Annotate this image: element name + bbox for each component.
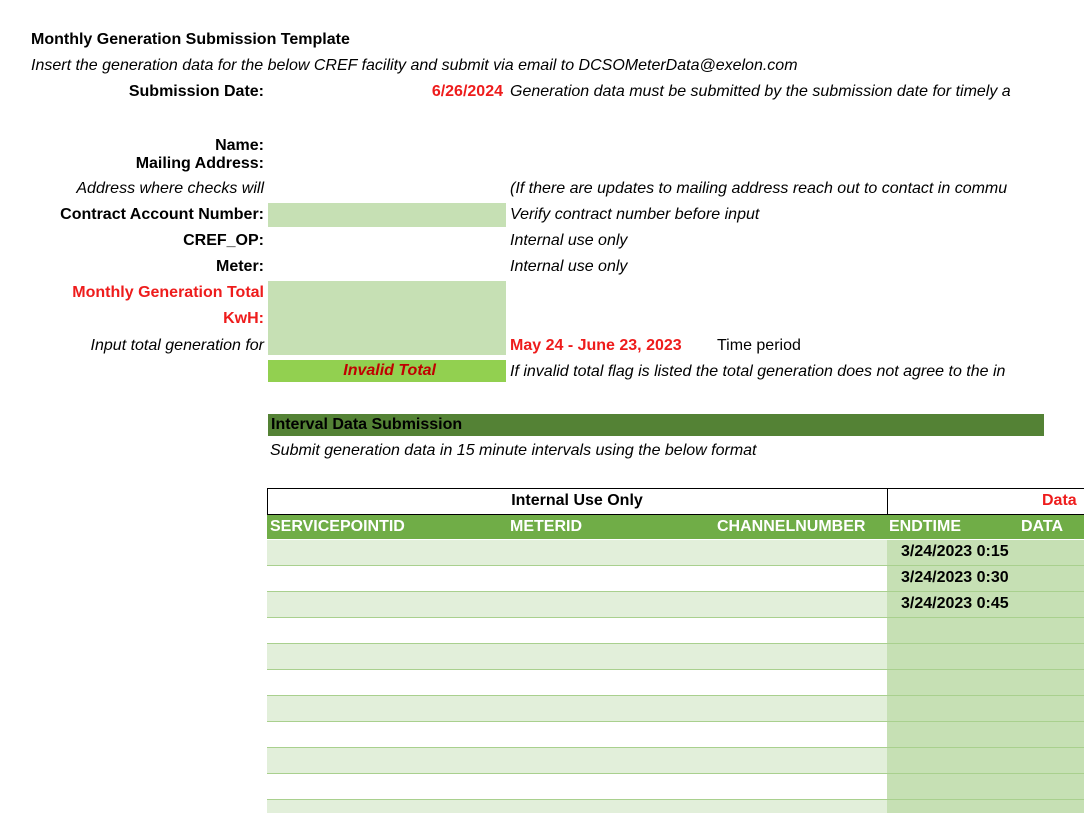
time-period-value: May 24 - June 23, 2023 — [510, 337, 682, 354]
time-period-label: Time period — [717, 337, 801, 354]
endtime-value: 3/24/2023 0:45 — [901, 595, 1009, 612]
page-title: Monthly Generation Submission Template — [31, 31, 350, 48]
internal-use-cells[interactable] — [267, 670, 887, 695]
interval-section-header — [268, 414, 1044, 436]
generation-total-unit-label: KwH: — [223, 310, 264, 327]
submission-date-label: Submission Date: — [128, 83, 264, 100]
mailing-address-label: Mailing Address: — [135, 155, 264, 172]
submission-date-note: Generation data must be submitted by the submission date for timely a — [510, 83, 1011, 100]
cref-op-label: CREF_OP: — [183, 232, 264, 249]
invalid-total-text: Invalid Total — [343, 362, 436, 379]
endtime-cell[interactable] — [887, 722, 1084, 747]
instruction-text: Insert the generation data for the below CREF facility and submit via email to DCSOMeterData@exelon.com — [31, 57, 798, 74]
invalid-total-flag — [268, 360, 506, 382]
group-data: Data — [1042, 492, 1077, 509]
col-servicepointid: SERVICEPOINTID — [270, 518, 405, 535]
address-note: (If there are updates to mailing address reach out to contact in commu — [510, 180, 1008, 197]
table-row — [267, 592, 1084, 618]
contract-account-label: Contract Account Number: — [60, 206, 264, 223]
col-data: DATA — [1021, 518, 1064, 535]
internal-use-cells[interactable] — [267, 540, 887, 565]
endtime-cell[interactable] — [887, 566, 1084, 591]
internal-use-cells[interactable] — [267, 800, 887, 813]
endtime-cell[interactable] — [887, 748, 1084, 773]
endtime-cell[interactable] — [887, 540, 1084, 565]
col-meterid: METERID — [510, 518, 582, 535]
endtime-cell[interactable] — [887, 696, 1084, 721]
endtime-cell[interactable] — [887, 644, 1084, 669]
endtime-cell[interactable] — [887, 592, 1084, 617]
table-row — [267, 618, 1084, 644]
endtime-cell[interactable] — [887, 670, 1084, 695]
meter-label: Meter: — [215, 258, 264, 275]
table-row — [267, 722, 1084, 748]
col-endtime: ENDTIME — [889, 518, 961, 535]
interval-data-table — [267, 488, 1084, 813]
interval-section-title: Interval Data Submission — [271, 416, 463, 433]
internal-use-cells[interactable] — [267, 722, 887, 747]
contract-account-input[interactable] — [268, 203, 506, 227]
internal-use-cells[interactable] — [267, 644, 887, 669]
meter-note: Internal use only — [510, 258, 628, 275]
table-row — [267, 696, 1084, 722]
name-label: Name: — [215, 137, 264, 154]
table-row — [267, 644, 1084, 670]
internal-use-cells[interactable] — [267, 592, 887, 617]
address-label: Address where checks will — [76, 180, 264, 197]
internal-use-cells[interactable] — [267, 618, 887, 643]
generation-total-label: Monthly Generation Total — [72, 284, 264, 301]
endtime-cell[interactable] — [887, 618, 1084, 643]
table-row — [267, 774, 1084, 800]
endtime-value: 3/24/2023 0:30 — [901, 569, 1009, 586]
input-total-label: Input total generation for — [90, 337, 264, 354]
contract-account-note: Verify contract number before input — [510, 206, 760, 223]
table-row — [267, 800, 1084, 813]
internal-use-cells[interactable] — [267, 566, 887, 591]
internal-use-cells[interactable] — [267, 774, 887, 799]
table-row — [267, 566, 1084, 592]
group-internal-use: Internal Use Only — [511, 492, 643, 509]
table-row — [267, 748, 1084, 774]
endtime-value: 3/24/2023 0:15 — [901, 543, 1009, 560]
internal-use-cells[interactable] — [267, 748, 887, 773]
table-row — [267, 670, 1084, 696]
submission-date-value: 6/26/2024 — [431, 83, 503, 100]
internal-use-cells[interactable] — [267, 696, 887, 721]
endtime-cell[interactable] — [887, 774, 1084, 799]
cref-op-note: Internal use only — [510, 232, 628, 249]
interval-section-subtitle: Submit generation data in 15 minute intervals using the below format — [270, 442, 757, 459]
table-row — [267, 540, 1084, 566]
endtime-cell[interactable] — [887, 800, 1084, 813]
invalid-total-note: If invalid total flag is listed the total generation does not agree to the in — [510, 363, 1006, 380]
generation-total-input[interactable] — [268, 281, 506, 355]
col-channelnumber: CHANNELNUMBER — [717, 518, 866, 535]
